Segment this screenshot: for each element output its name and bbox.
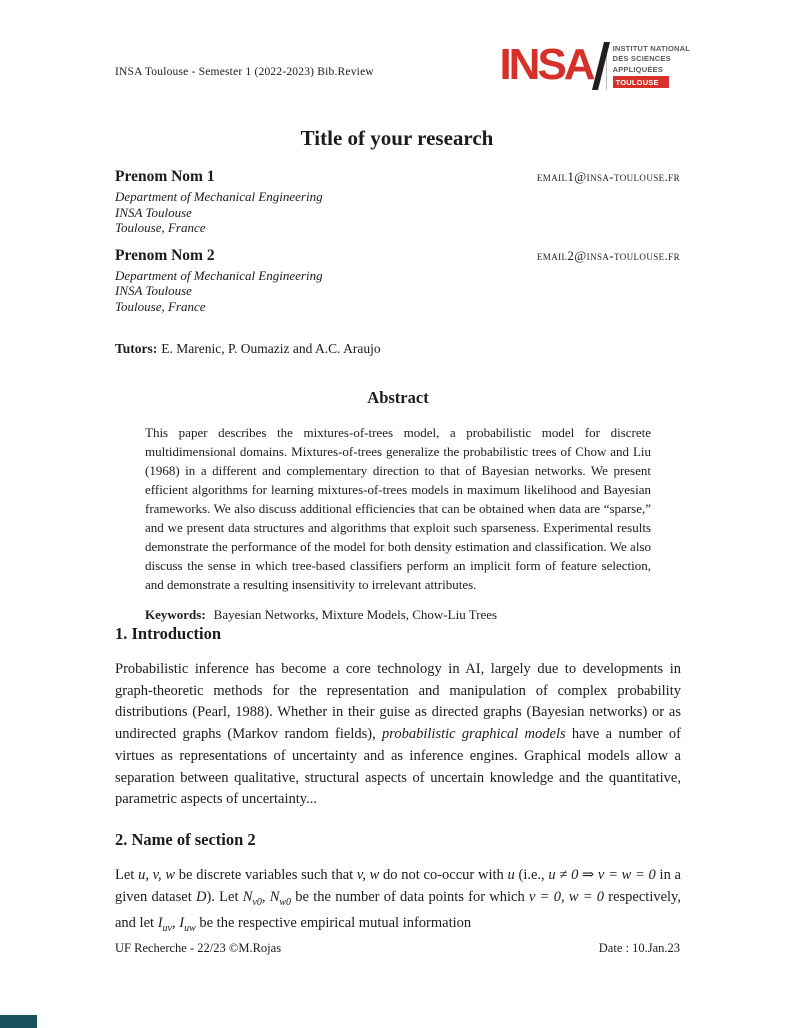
intro-text-1: Probabilistic inference has become a core technology in AI, largely due to developments in graph-theoretic methods for the representation and manipulation of complex probability distributions (Pearl, 1988). Whether in their guise as directed graphs (Bayesian networks) or as undirected graphs (Markov random fields),: [115, 661, 681, 743]
insa-wordmark: INSA: [499, 40, 593, 89]
section-2: [115, 830, 681, 940]
keywords-label: Keywords:: [145, 607, 206, 622]
s2-subscript: uv: [162, 923, 172, 935]
author-1-affiliation: [115, 189, 680, 236]
author-2-name: Prenom Nom 2: [115, 246, 215, 264]
author-2-department: Department of Mechanical Engineering: [115, 267, 323, 283]
abstract-section: [145, 388, 651, 623]
s2-math-var: u: [507, 867, 515, 883]
logo-city-badge: TOULOUSE: [613, 76, 669, 88]
author-2-affiliation: [115, 268, 680, 315]
s2-subscript: w0: [279, 896, 292, 908]
author-1-name: Prenom Nom 1: [115, 168, 215, 185]
intro-text-2: have a number of virtues as representations of uncertainty and as inference engines. Graphical models allow a separation between qualitative, structural aspects of uncertain knowledge and the quantitative, parametric aspects of uncertainty...: [115, 726, 681, 808]
logo-text-line3: APPLIQUÉES: [612, 64, 663, 74]
tutors-names: E. Marenic, P. Oumaziz and A.C. Araujo: [161, 341, 381, 356]
author-2-email: email2@insa-toulouse.fr: [536, 247, 680, 263]
s2-text: be the respective empirical mutual information: [195, 915, 472, 932]
author-2-row: [115, 247, 680, 265]
author-2-city: Toulouse, France: [115, 298, 206, 314]
footer-left: UF Recherche - 22/23 ©M.Rojas: [115, 941, 282, 955]
s2-dataset-symbol: D: [195, 888, 207, 905]
keywords-line: [145, 607, 651, 623]
logo-text-block: [613, 42, 690, 90]
s2-text: (i.e.,: [514, 867, 549, 883]
insa-logo: [499, 42, 690, 90]
s2-text: ). Let: [206, 888, 243, 905]
author-1-city: Toulouse, France: [115, 220, 206, 235]
section-1-paragraph: [115, 659, 681, 811]
author-1-department: Department of Mechanical Engineering: [115, 189, 323, 204]
s2-math-I: I: [157, 915, 163, 932]
page-footer: [115, 941, 680, 956]
author-2-institution: INSA Toulouse: [115, 283, 192, 298]
s2-math-I: I: [179, 915, 185, 932]
s2-text: ,: [261, 888, 270, 905]
paper-title: Title of your research: [300, 126, 494, 150]
author-1-email: email1@insa-toulouse.fr: [536, 169, 680, 184]
s2-text: ,: [171, 915, 180, 932]
authors-block: [115, 168, 680, 325]
s2-math-expression: u ≠ 0 ⇒ v = w = 0: [548, 867, 656, 883]
s2-math-vars: v, w: [356, 867, 380, 883]
s2-text: respectively, and let: [115, 888, 681, 932]
section-2-heading: 2. Name of section 2: [115, 830, 256, 849]
section-introduction: [115, 624, 681, 811]
keywords-values: Bayesian Networks, Mixture Models, Chow-Liu Trees: [213, 607, 498, 622]
s2-math-expression: v = 0, w = 0: [528, 888, 605, 905]
tutors-label: Tutors:: [115, 341, 158, 356]
s2-math-vars: u, v, w: [138, 867, 176, 883]
abstract-heading: Abstract: [367, 388, 429, 407]
footer-date: Date : 10.Jan.23: [598, 941, 680, 955]
intro-italic-phrase: probabilistic graphical models: [382, 726, 566, 743]
author-block-1: [115, 168, 680, 236]
author-block-2: [115, 247, 680, 315]
s2-text: do not co-occur with: [379, 867, 508, 883]
tutors-line: [115, 341, 381, 357]
insa-logo-slash-icon: [592, 42, 610, 90]
section-2-paragraph: [115, 865, 681, 940]
s2-subscript: uw: [184, 923, 196, 935]
s2-math-N: N: [269, 888, 280, 905]
s2-subscript: v0: [252, 896, 262, 908]
logo-text-line2: DES SCIENCES: [612, 54, 671, 64]
section-1-heading: 1. Introduction: [115, 624, 222, 643]
page-header-text: INSA Toulouse - Semester 1 (2022-2023) Bib.Review: [115, 66, 374, 78]
logo-text-line1: INSTITUT NATIONAL: [612, 43, 690, 53]
author-1-institution: INSA Toulouse: [115, 204, 192, 220]
s2-text: in a given dataset: [115, 867, 681, 905]
s2-text: be the number of data points for which: [291, 888, 529, 905]
s2-text: be discrete variables such that: [175, 867, 357, 883]
bottom-left-corner-mark: [0, 1015, 37, 1028]
author-1-row: [115, 168, 680, 186]
s2-text: Let: [115, 867, 139, 883]
abstract-body: This paper describes the mixtures-of-trees model, a probabilistic model for discrete multidimensional domains. Mixtures-of-trees generalize the probabilistic trees of Chow and Liu (1968) in a different and complementary direction to that of Bayesian networks. We present efficient algorithms for learning mixtures-of-trees models in maximum likelihood and Bayesian frameworks. We also discuss additional efficiencies that can be obtained when data are “sparse,” and we present data structures and algorithms that exploit such sparseness. Experimental results demonstrate the performance of the model for both density estimation and classification. We also discuss the sense in which tree-based classifiers perform an implicit form of feature selection, and demonstrate a resulting insensitivity to irrelevant attributes.: [145, 425, 651, 592]
s2-math-N: N: [242, 888, 253, 905]
